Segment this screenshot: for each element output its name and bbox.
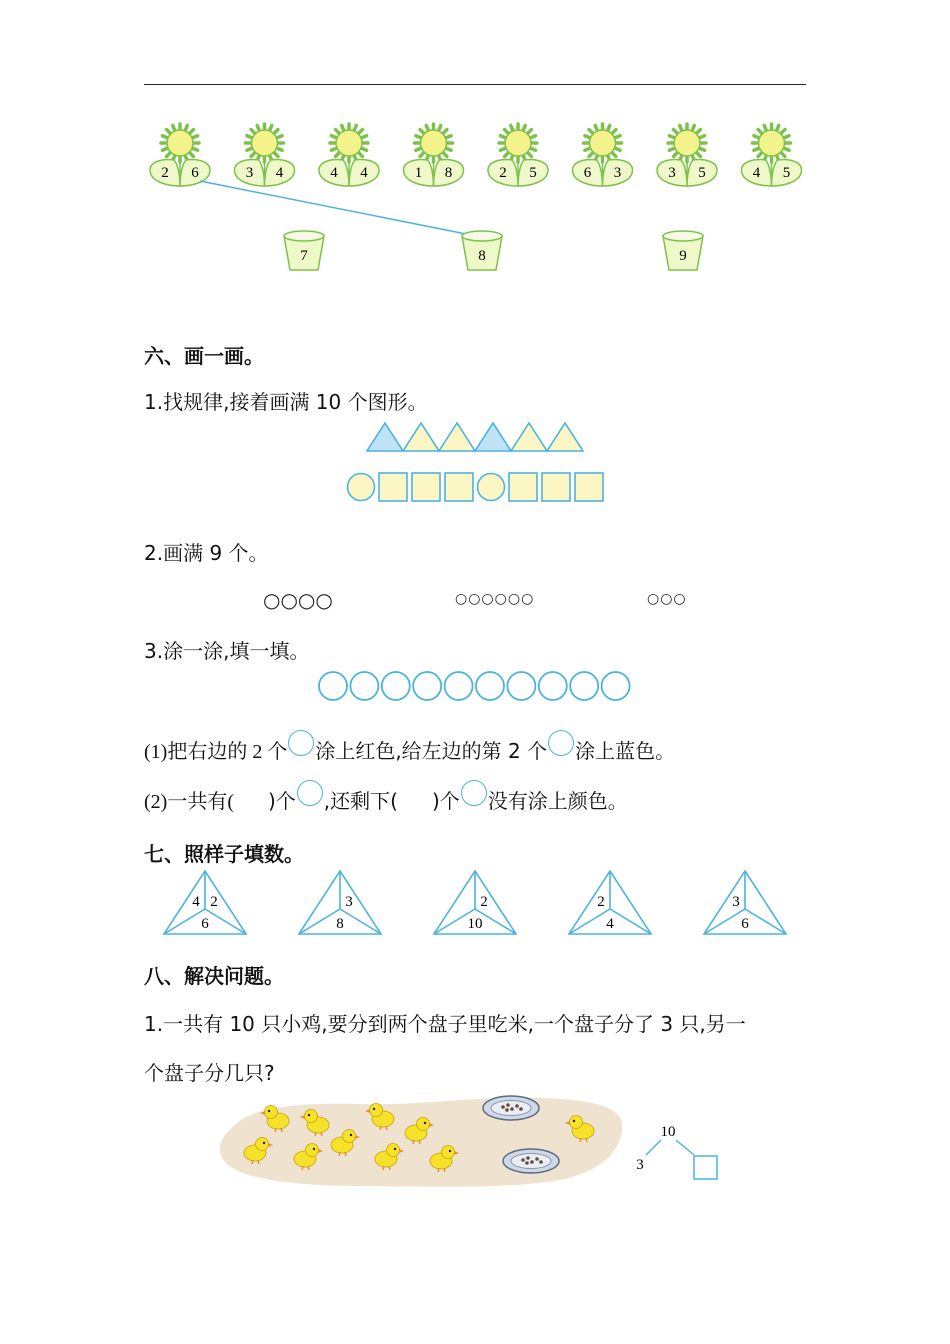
problem-line2: 个盘子分几只? [144, 1061, 275, 1085]
flower-center [505, 130, 531, 156]
flower-bucket-matching [0, 0, 950, 290]
circle-shape [348, 474, 375, 501]
flower-right-number: 8 [444, 165, 453, 181]
circle-icon [548, 730, 574, 756]
bucket-number: 8 [478, 248, 486, 264]
triangle-right-number: 3 [345, 894, 353, 910]
q3-part1-a: (1)把右边的 2 个 [144, 741, 288, 763]
plate-bottom [503, 1149, 559, 1173]
flower-center [674, 130, 700, 156]
number-triangles [0, 865, 950, 945]
flower-left-number: 4 [752, 165, 761, 181]
q3-part2-c: ,还剩下( [323, 789, 398, 813]
q3-part1-b: 涂上红色,给左边的第 2 个 [315, 739, 548, 763]
flower-left-number: 4 [330, 165, 338, 181]
circle-shape [478, 474, 505, 501]
number-triangle [704, 871, 786, 934]
paint-circle[interactable] [413, 672, 441, 700]
triangle-yellow [439, 423, 475, 451]
section8-title: 八、解决问题。 [144, 964, 284, 988]
paint-circle[interactable] [476, 672, 504, 700]
problem-line1: 1.一共有 10 只小鸡,要分到两个盘子里吃米,一个盘子分了 3 只,另一 [144, 1012, 746, 1036]
q3-part2-a: (2)一共有( [144, 791, 234, 813]
triangle-left-number: 4 [192, 894, 200, 910]
paint-circle[interactable] [382, 672, 410, 700]
triangle-right-number: 2 [210, 894, 218, 910]
flower [573, 124, 633, 186]
flower-right-number: 6 [191, 165, 199, 181]
pattern-shapes [0, 415, 950, 505]
number-triangle [434, 871, 516, 934]
tree-left-number: 3 [636, 1157, 644, 1173]
flower-left-number: 6 [583, 165, 592, 181]
q3-text: 3.涂一涂,填一填。 [144, 639, 310, 663]
tree-branch-right [676, 1140, 694, 1155]
paint-circle[interactable] [507, 672, 535, 700]
q1-text: 1.找规律,接着画满 10 个图形。 [144, 390, 428, 414]
triangle-bottom-number: 4 [606, 916, 614, 932]
triangle-bottom-number: 8 [336, 916, 344, 932]
ground-patch [220, 1098, 622, 1187]
answer-box[interactable] [694, 1156, 717, 1179]
flower-right-number: 5 [698, 165, 706, 181]
flower [742, 124, 802, 186]
tree-top-number: 10 [660, 1124, 676, 1140]
paint-circle[interactable] [539, 672, 567, 700]
square-shape [445, 473, 473, 501]
triangle-blue [475, 423, 511, 451]
circle-group-3: ○○○ [647, 591, 687, 607]
flower-center [336, 130, 362, 156]
flower-left-number: 1 [414, 165, 423, 181]
square-shape [575, 473, 603, 501]
q2-text: 2.画满 9 个。 [144, 541, 269, 565]
flower [150, 124, 210, 186]
bucket [462, 231, 502, 270]
match-line [200, 181, 466, 234]
circle-icon [288, 730, 314, 756]
paint-circle[interactable] [319, 672, 347, 700]
flower-center [252, 130, 278, 156]
q3-part2 [144, 780, 628, 814]
q3-part2-d: )个 [431, 789, 460, 813]
square-shape [542, 473, 570, 501]
square-shape [412, 473, 440, 501]
bucket-number: 7 [300, 248, 308, 264]
flower [657, 124, 717, 186]
flower [404, 124, 464, 186]
triangle-bottom-number: 10 [467, 916, 483, 932]
tree-branch-left [646, 1140, 661, 1155]
circle-group-2: ○○○○○○ [455, 591, 535, 607]
triangle-bottom-number: 6 [201, 916, 209, 932]
paint-circle[interactable] [445, 672, 473, 700]
square-shape [509, 473, 537, 501]
section7-title: 七、照样子填数。 [144, 842, 304, 866]
flower-right-number: 4 [360, 165, 368, 181]
number-triangle [569, 871, 651, 934]
triangle-blue [367, 423, 403, 451]
bucket [663, 231, 703, 270]
paint-circle[interactable] [570, 672, 598, 700]
circle-icon [461, 780, 487, 806]
q3-part1-c: 涂上蓝色。 [575, 739, 676, 763]
number-triangle [299, 871, 381, 934]
q3-part1 [144, 730, 675, 764]
flower-left-number: 2 [161, 165, 169, 181]
paint-circle[interactable] [602, 672, 630, 700]
flower-right-number: 4 [275, 165, 284, 181]
ten-circles [0, 668, 950, 704]
q3-part2-b: )个 [267, 789, 296, 813]
triangle-yellow [511, 423, 547, 451]
bucket-number: 9 [679, 248, 687, 264]
flower-left-number: 2 [499, 165, 507, 181]
section6-title: 六、画一画。 [144, 344, 264, 368]
triangle-right-number: 2 [480, 894, 488, 910]
paint-circle[interactable] [350, 672, 378, 700]
flower-left-number: 3 [245, 165, 254, 181]
triangle-yellow [547, 423, 583, 451]
circle-icon [297, 780, 323, 806]
flower-right-number: 5 [782, 165, 791, 181]
flower-center [167, 130, 193, 156]
flower-center [590, 130, 616, 156]
circle-group-1: ○○○○ [263, 588, 333, 612]
flower [235, 124, 295, 186]
triangle-left-number: 2 [597, 894, 605, 910]
plate-top [483, 1096, 539, 1120]
square-shape [379, 473, 407, 501]
flower [319, 124, 379, 186]
flower [488, 124, 548, 186]
flower-right-number: 3 [613, 165, 622, 181]
q3-part2-e: 没有涂上颜色。 [487, 789, 628, 813]
triangle-left-number: 3 [732, 894, 740, 910]
flower-right-number: 5 [529, 165, 537, 181]
triangle-yellow [403, 423, 439, 451]
number-triangle [164, 871, 246, 934]
bucket [284, 231, 324, 270]
flower-center [421, 130, 447, 156]
flower-center [759, 130, 785, 156]
triangle-bottom-number: 6 [741, 916, 749, 932]
flower-left-number: 3 [668, 165, 676, 181]
chicks-illustration [0, 1090, 950, 1200]
